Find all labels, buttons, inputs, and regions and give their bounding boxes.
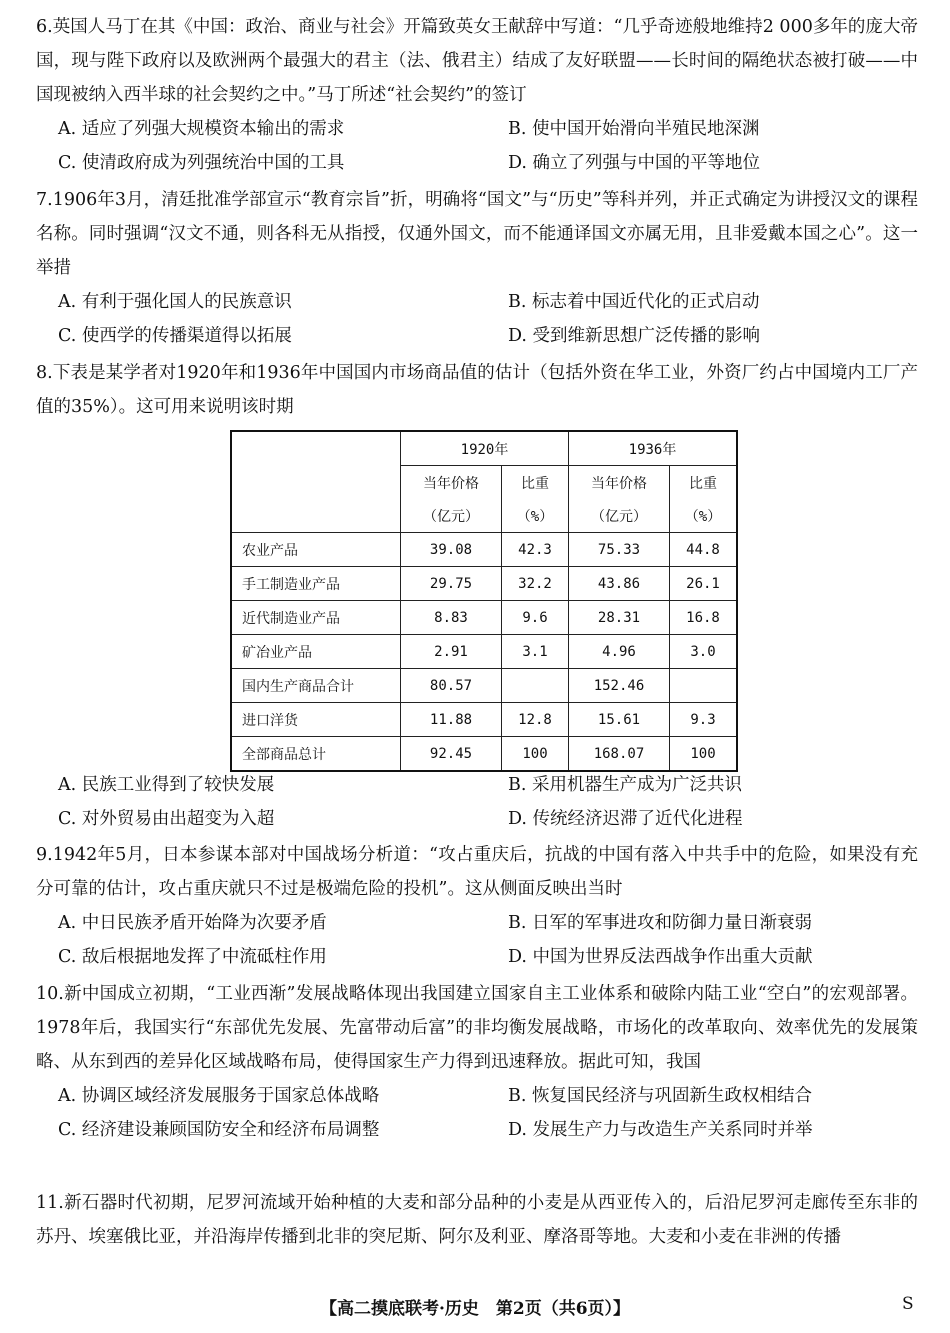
table-cell <box>502 669 569 703</box>
table-row <box>231 567 737 601</box>
column-unit: （%） <box>502 499 569 533</box>
options <box>58 768 918 836</box>
column-unit: （%） <box>670 499 738 533</box>
column-header: 当年价格 <box>569 466 670 500</box>
table-cell: 28.31 <box>569 601 670 635</box>
table-cell: 16.8 <box>670 601 738 635</box>
table-cell: 12.8 <box>502 703 569 737</box>
column-header: 比重 <box>670 466 738 500</box>
option-b[interactable]: B. 采用机器生产成为广泛共识 <box>508 775 742 795</box>
question-stem: 7.1906年3月，清廷批准学部宣示“教育宗旨”折，明确将“国文”与“历史”等科并列，并正式确定为讲授汉文的课程名称。同时强调“汉文不通，则各科无从指授，仅通外国文，而不能通译国文亦属无用，且非爱戴本国之心”。这一举措 <box>36 190 918 278</box>
table-cell: 42.3 <box>502 533 569 567</box>
row-label: 近代制造业产品 <box>231 601 401 635</box>
option-a[interactable]: A. 中日民族矛盾开始降为次要矛盾 <box>58 913 327 933</box>
table-cell: 3.1 <box>502 635 569 669</box>
table-row <box>231 635 737 669</box>
table-cell: 2.91 <box>401 635 502 669</box>
options <box>58 906 918 974</box>
row-label: 矿冶业产品 <box>231 635 401 669</box>
option-a[interactable]: A. 协调区域经济发展服务于国家总体战略 <box>58 1086 380 1106</box>
question-stem: 10.新中国成立初期，“工业西渐”发展战略体现出我国建立国家自主工业体系和破除内陆工业“空白”的宏观部署。1978年后，我国实行“东部优先发展、先富带动后富”的非均衡发展战略，市场化的改革取向、效率优先的发展策略、从东到西的差异化区域战略布局，使得国家生产力得到迅速释放。据此可知，我国 <box>36 984 918 1072</box>
table-row <box>231 533 737 567</box>
table-cell: 15.61 <box>569 703 670 737</box>
row-label: 国内生产商品合计 <box>231 669 401 703</box>
page-footer: 【高二摸底联考·历史 第2页（共6页）】 <box>319 1299 631 1319</box>
year-header: 1936年 <box>569 431 738 466</box>
row-label: 进口洋货 <box>231 703 401 737</box>
question-8-options <box>36 768 918 836</box>
column-header: 当年价格 <box>401 466 502 500</box>
market-value-table <box>230 430 738 772</box>
question-stem: 11.新石器时代初期，尼罗河流域开始种植的大麦和部分品种的小麦是从西亚传入的，后沿尼罗河走廊传至东非的苏丹、埃塞俄比亚，并沿海岸传播到北非的突尼斯、阿尔及利亚、摩洛哥等地。大麦和小麦在非洲的传播 <box>36 1193 918 1247</box>
table-cell: 39.08 <box>401 533 502 567</box>
table-cell <box>670 669 738 703</box>
option-d[interactable]: D. 确立了列强与中国的平等地位 <box>508 153 761 173</box>
row-label: 全部商品总计 <box>231 737 401 772</box>
table-cell: 80.57 <box>401 669 502 703</box>
option-c[interactable]: C. 对外贸易由出超变为入超 <box>58 809 275 829</box>
option-c[interactable]: C. 使清政府成为列强统治中国的工具 <box>58 153 345 173</box>
version-mark: S <box>902 1294 914 1314</box>
table-cell: 26.1 <box>670 567 738 601</box>
table-cell: 100 <box>670 737 738 772</box>
table-cell: 152.46 <box>569 669 670 703</box>
option-c[interactable]: C. 使西学的传播渠道得以拓展 <box>58 326 292 346</box>
options <box>58 285 918 353</box>
table-cell: 92.45 <box>401 737 502 772</box>
table-cell: 11.88 <box>401 703 502 737</box>
options <box>58 1079 918 1147</box>
question-stem: 6.英国人马丁在其《中国：政治、商业与社会》开篇致英女王献辞中写道：“几乎奇迹般地维持2 000多年的庞大帝国，现与陛下政府以及欧洲两个最强大的君主（法、俄君主）结成了友好联盟——长时间的隔绝状态被打破——中国现被纳入西半球的社会契约之中。”马丁所述“社会契约”的签订 <box>36 17 918 105</box>
table-cell: 8.83 <box>401 601 502 635</box>
option-a[interactable]: A. 民族工业得到了较快发展 <box>58 775 275 795</box>
option-b[interactable]: B. 标志着中国近代化的正式启动 <box>508 292 760 312</box>
table-cell: 43.86 <box>569 567 670 601</box>
table-row <box>231 737 737 772</box>
option-d[interactable]: D. 发展生产力与改造生产关系同时并举 <box>508 1120 813 1140</box>
question-10 <box>36 977 918 1147</box>
question-7 <box>36 183 918 353</box>
question-stem: 8.下表是某学者对1920年和1936年中国国内市场商品值的估计（包括外资在华工业，外资厂约占中国境内工厂产值的35%）。这可用来说明该时期 <box>36 363 918 417</box>
table-cell: 168.07 <box>569 737 670 772</box>
option-a[interactable]: A. 有利于强化国人的民族意识 <box>58 292 292 312</box>
table-cell: 44.8 <box>670 533 738 567</box>
column-unit: （亿元） <box>569 499 670 533</box>
question-9 <box>36 838 918 974</box>
column-unit: （亿元） <box>401 499 502 533</box>
question-6 <box>36 10 918 180</box>
table-cell: 29.75 <box>401 567 502 601</box>
table-cell: 3.0 <box>670 635 738 669</box>
option-d[interactable]: D. 受到维新思想广泛传播的影响 <box>508 326 761 346</box>
row-label: 农业产品 <box>231 533 401 567</box>
table-row <box>231 601 737 635</box>
table-cell: 4.96 <box>569 635 670 669</box>
table-cell: 9.3 <box>670 703 738 737</box>
option-b[interactable]: B. 日军的军事进攻和防御力量日渐衰弱 <box>508 913 812 933</box>
option-b[interactable]: B. 使中国开始滑向半殖民地深渊 <box>508 119 760 139</box>
table-row <box>231 703 737 737</box>
options <box>58 112 918 180</box>
option-c[interactable]: C. 敌后根据地发挥了中流砥柱作用 <box>58 947 327 967</box>
option-b[interactable]: B. 恢复国民经济与巩固新生政权相结合 <box>508 1086 812 1106</box>
table-cell: 75.33 <box>569 533 670 567</box>
table-cell: 9.6 <box>502 601 569 635</box>
option-d[interactable]: D. 中国为世界反法西战争作出重大贡献 <box>508 947 813 967</box>
question-stem: 9.1942年5月，日本参谋本部对中国战场分析道：“攻占重庆后，抗战的中国有落入中共手中的危险，如果没有充分可靠的估计，攻占重庆就只不过是极端危险的投机”。这从侧面反映出当时 <box>36 845 918 899</box>
option-c[interactable]: C. 经济建设兼顾国防安全和经济布局调整 <box>58 1120 380 1140</box>
table-corner <box>231 431 401 533</box>
option-a[interactable]: A. 适应了列强大规模资本输出的需求 <box>58 119 345 139</box>
option-d[interactable]: D. 传统经济迟滞了近代化进程 <box>508 809 743 829</box>
question-8 <box>36 356 918 424</box>
column-header: 比重 <box>502 466 569 500</box>
table-row <box>231 669 737 703</box>
row-label: 手工制造业产品 <box>231 567 401 601</box>
table-cell: 100 <box>502 737 569 772</box>
question-11 <box>36 1186 918 1254</box>
year-header: 1920年 <box>401 431 569 466</box>
table-cell: 32.2 <box>502 567 569 601</box>
